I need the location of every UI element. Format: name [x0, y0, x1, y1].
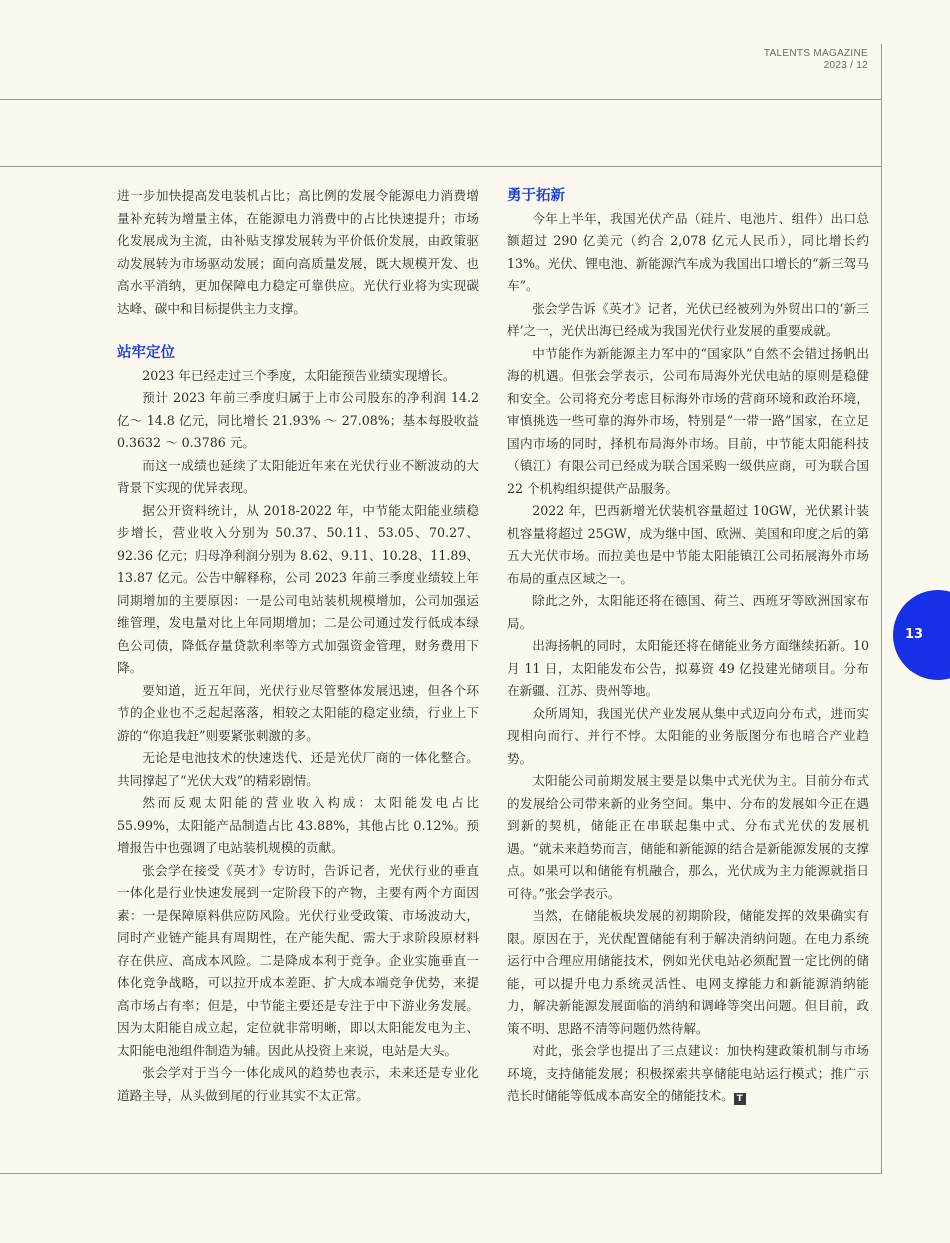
page-number-tab	[893, 590, 950, 680]
top-rule	[0, 99, 882, 100]
section-heading: 勇于拓新	[507, 188, 565, 204]
paragraph: 当然，在储能板块发展的初期阶段，储能发挥的效果确实有限。原因在于，光伏配置储能有利于解决消纳问题。在电力系统运行中合理应用储能技术，例如光伏电站必须配置一定比例的储能，可以提升电力系统灵活性、电网支撑能力和新能源消纳能力，解决新能源发展面临的消纳和调峰等突出问题。但目前，政策不明、思路不清等问题仍然待解。	[507, 908, 869, 1036]
content-top-rule	[0, 166, 882, 167]
right-margin-rule	[881, 44, 882, 1174]
paragraph: 然而反观太阳能的营业收入构成：太阳能发电占比 55.99%，太阳能产品制造占比 43.88%，其他占比 0.12%。预增报告中也强调了电站装机规模的贡献。	[117, 795, 479, 855]
paragraph-final	[507, 1040, 869, 1108]
paragraph: 而这一成绩也延续了太阳能近年来在光伏行业不断波动的大背景下实现的优异表现。	[117, 457, 479, 495]
paragraph: 张会学在接受《英才》专访时，告诉记者，光伏行业的垂直一体化是行业快速发展到一定阶段下的产物，主要有两个方面因素：一是保障原料供应防风险。光伏行业受政策、市场波动大，同时产业链产能具有周期性，在产能失配、需大于求阶段原材料存在供应、高成本风险。二是降成本利于竞争。企业实施垂直一体化竞争战略，可以拉开成本差距、扩大成本端竞争优势，来提高市场占有率；但是，中节能主要还是专注于中下游业务发展。因为太阳能自成立起，定位就非常明晰，即以太阳能发电为主、太阳能电池组件制造为辅。因此从投资上来说，电站是大头。	[117, 862, 479, 1058]
section-heading: 站牢定位	[117, 345, 175, 361]
paragraph: 中节能作为新能源主力军中的“国家队”自然不会错过扬帆出海的机遇。但张会学表示，公司布局海外光伏电站的原则是稳健和安全。公司将充分考虑目标海外市场的营商环境和政治环境，审慎挑选一些可靠的海外市场，特别是“一带一路”国家，在立足国内市场的同时，择机布局海外市场。目前，中节能太阳能科技（镇江）有限公司已经成为联合国采购一级供应商，可为联合国 22 个机构组织提供产品服务。	[507, 345, 869, 496]
paragraph: 出海扬帆的同时，太阳能还将在储能业务方面继续拓新。10 月 11 日，太阳能发布公告，拟募资 49 亿投建光储项目。分布在新疆、江苏、贵州等地。	[507, 638, 869, 698]
paragraph: 要知道，近五年间，光伏行业尽管整体发展迅速，但各个环节的企业也不乏起起落落，相较之太阳能的稳定业绩，行业上下游的“你追我赶”则要紧张刺激的多。	[117, 682, 479, 743]
issue-number: 2023 / 12	[823, 60, 868, 71]
paragraph: 除此之外，太阳能还将在德国、荷兰、西班牙等欧洲国家布局。	[507, 593, 869, 631]
paragraph: 无论是电池技术的快速迭代、还是光伏厂商的一体化整合。共同撑起了“光伏大戏”的精彩剧情。	[117, 750, 479, 788]
paragraph: 2022 年，巴西新增光伏装机容量超过 10GW，光伏累计装机容量将超过 25GW，成为继中国、欧洲、美国和印度之后的第五大光伏市场。而拉美也是中节能太阳能镇江公司拓展海外市场布局的重点区域之一。	[507, 503, 869, 586]
magazine-name: TALENTS MAGAZINE	[763, 48, 868, 59]
left-column	[117, 185, 479, 1107]
paragraph: 据公开资料统计，从 2018-2022 年，中节能太阳能业绩稳步增长，营业收入分别为 50.37、50.11、53.05、70.27、92.36 亿元；归母净利润分别为 8.62、9.11、10.28、11.89、13.87 亿元。公告中解释称，公司 2023 年前三季度业绩较上年同期增加的主要原因：一是公司电站装机规模增加，公司加强运维管理，发电量对比上年同期增加；二是公司通过发行低成本绿色公司债，降低存量贷款利率等方式加强资金管理，财务费用下降。	[117, 502, 479, 675]
bottom-rule	[0, 1173, 882, 1174]
paragraph: 张会学告诉《英才》记者，光伏已经被列为外贸出口的‘新三样’之一，光伏出海已经成为我国光伏行业发展的重要成就。	[507, 300, 869, 338]
paragraph-text: 对此，张会学也提出了三点建议：加快构建政策机制与市场环境，支持储能发展；积极探索共享储能电站运行模式；推广示范长时储能等低成本高安全的储能技术。	[507, 1043, 869, 1103]
paragraph: 2023 年已经走过三个季度，太阳能预告业绩实现增长。	[142, 367, 456, 383]
paragraph: 张会学对于当今一体化成风的趋势也表示，未来还是专业化道路主导，从头做到尾的行业其实不太正常。	[117, 1065, 479, 1103]
paragraph: 今年上半年，我国光伏产品（硅片、电池片、组件）出口总额超过 290 亿美元（约合 2,078 亿元人民币），同比增长约 13%。光伏、锂电池、新能源汽车成为我国出口增长的“新三驾马车”。	[507, 210, 869, 293]
paragraph: 预计 2023 年前三季度归属于上市公司股东的净利润 14.2 亿～ 14.8 亿元，同比增长 21.93% ～ 27.08%；基本每股收益 0.3632 ～ 0.3786 元。	[117, 390, 479, 450]
paragraph: 太阳能公司前期发展主要是以集中式光伏为主。目前分布式的发展给公司带来新的业务空间。集中、分布的发展如今正在遇到新的契机，储能正在串联起集中式、分布式光伏的发展机遇。“就未来趋势而言，储能和新能源的结合是新能源发展的支撑点。如果可以和储能有机融合，那么，光伏成为主力能源就指日可待。”张会学表示。	[507, 773, 869, 901]
paragraph: 进一步加快提高发电装机占比；高比例的发展令能源电力消费增量补充转为增量主体，在能源电力消费中的占比快速提升；市场化发展成为主流，由补贴支撑发展转为平价低价发展，由政策驱动发展转为市场驱动发展；面向高质量发展，既大规模开发、也高水平消纳，更加保障电力稳定可靠供应。光伏行业将为实现碳达峰、碳中和目标提供主力支撑。	[117, 188, 479, 316]
right-column	[507, 185, 869, 1108]
end-mark-icon: T	[734, 1093, 746, 1105]
paragraph: 众所周知，我国光伏产业发展从集中式迈向分布式，进而实现相向而行、并行不悖。太阳能的业务版图分布也暗合产业趋势。	[507, 705, 869, 766]
page-number: 13	[905, 627, 924, 642]
magazine-header	[764, 48, 868, 72]
